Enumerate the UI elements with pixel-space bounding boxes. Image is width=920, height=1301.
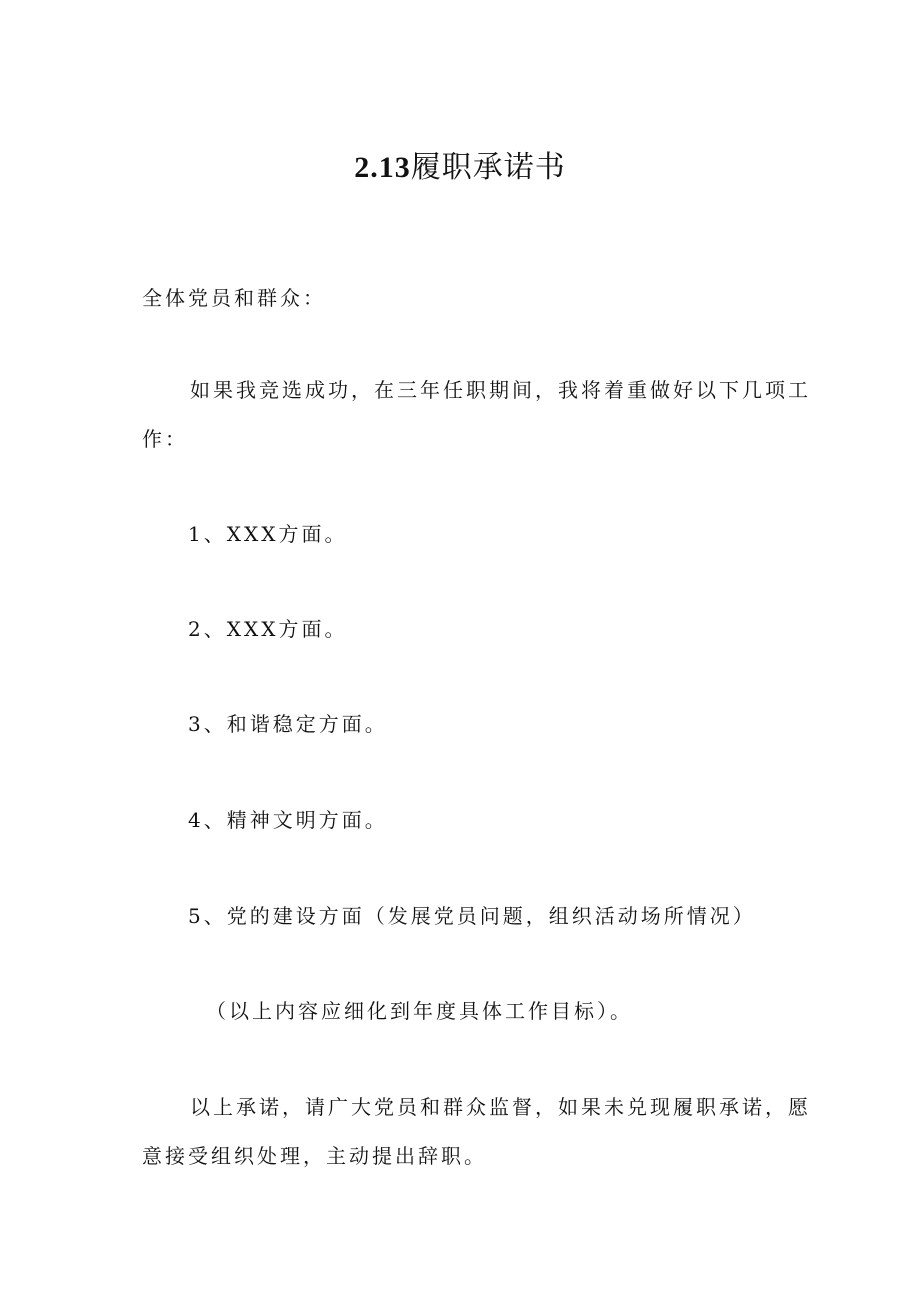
list-item: 3、和谐稳定方面。 — [188, 712, 388, 736]
note-text: （以上内容应细化到年度具体工作目标）。 — [206, 999, 633, 1023]
title-text: 履职承诺书 — [410, 150, 566, 185]
intro-paragraph-line-2: 作： — [142, 427, 188, 451]
salutation: 全体党员和群众： — [142, 286, 326, 310]
closing-paragraph-line-1: 以上承诺，请广大党员和群众监督，如果未兑现履职承诺，愿 — [190, 1095, 811, 1119]
list-item: 2、XXX方面。 — [188, 617, 348, 641]
closing-paragraph-line-2: 意接受组织处理，主动提出辞职。 — [142, 1144, 487, 1168]
document-title — [0, 148, 920, 188]
intro-paragraph-line-1: 如果我竞选成功，在三年任职期间，我将着重做好以下几项工 — [190, 378, 811, 402]
title-number: 2.13 — [354, 151, 411, 184]
list-item: 5、党的建设方面（发展党员问题，组织活动场所情况） — [188, 904, 756, 928]
list-item: 1、XXX方面。 — [188, 522, 348, 546]
list-item: 4、精神文明方面。 — [188, 808, 388, 832]
